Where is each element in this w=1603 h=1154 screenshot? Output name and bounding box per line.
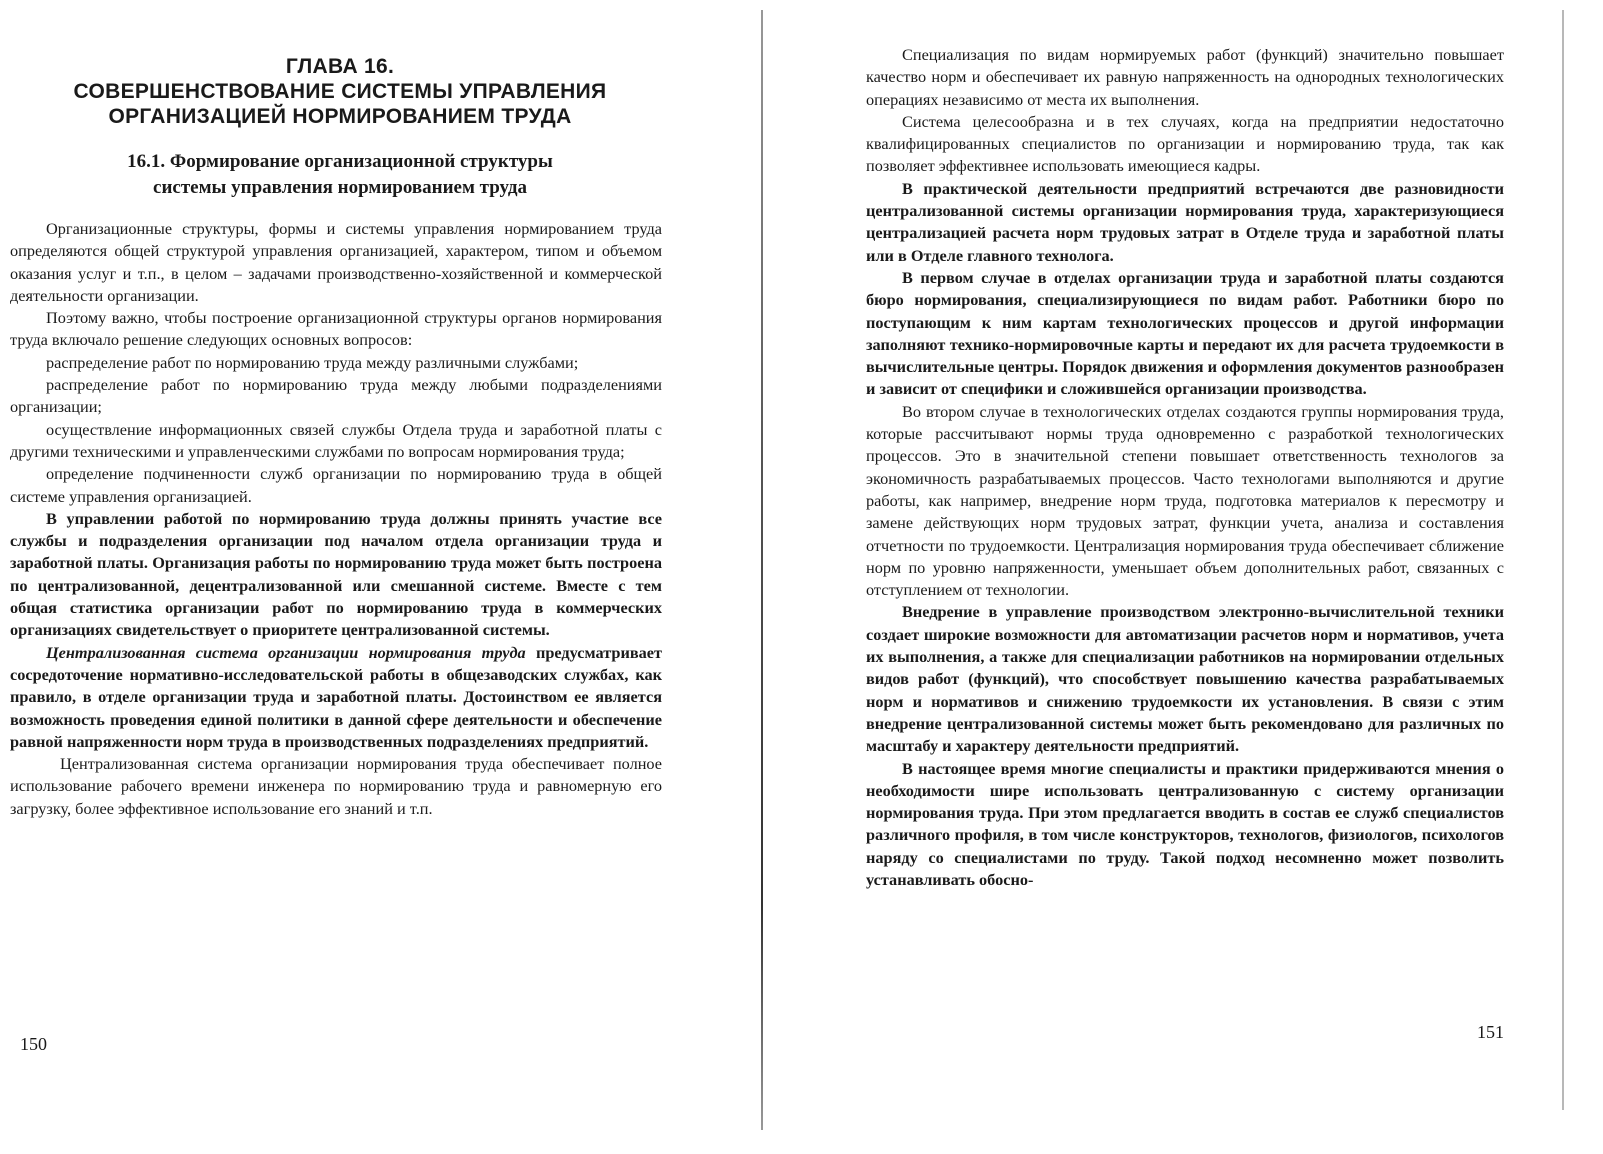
page-number: 150 <box>20 1034 47 1054</box>
paragraph: В практической деятельности предприятий встречаются две разновидности централизованной системы организации нормирования труда, характеризующиеся централизацией расчета норм трудовых затрат в Отделе труда и заработной платы или в Отделе главного технолога. <box>866 178 1504 265</box>
right-page <box>780 0 1603 1154</box>
paragraph: Централизованная система организации нормирования труда обеспечивает полное использование рабочего времени инженера по нормированию труда и равномерную его загрузку, более эффективное использование его знаний и т.п. <box>10 754 662 818</box>
left-body-text <box>10 218 662 820</box>
paragraph: Внедрение в управление производством электронно-вычислительной техники создает широкие возможности для автоматизации расчетов норм и нормативов, учета их выполнения, а также для специализации работников на нормировании отдельных видов работ (функций), что способствует повышению качества разрабатываемых норм и нормативов и снижению трудоемкости их установления. В связи с этим внедрение централизованной системы может быть рекомендовано для различных по масштабу и характеру деятельности предприятий. <box>866 602 1504 756</box>
chapter-title <box>20 54 660 129</box>
list-item: определение подчиненности служб организации по нормированию труда в общей системе управления организацией. <box>10 464 662 506</box>
paragraph-centralized-system <box>10 642 662 753</box>
list-item: распределение работ по нормированию труда между любыми подразделениями организации; <box>10 375 662 417</box>
left-page <box>0 0 770 1154</box>
page-number: 151 <box>1477 1022 1504 1042</box>
paragraph: В управлении работой по нормированию труда должны принять участие все службы и подразделения организации под началом отдела организации труда и заработной платы. Организация работы по нормированию труда может быть построена по централизованной, децентрализованной или смешанной системе. Вместе с тем общая статистика организации работ по нормированию труда в коммерческих организациях свидетельствует о приоритете централизованной системы. <box>10 508 662 640</box>
section-title <box>20 149 660 201</box>
italic-term: Централизованная система организации нормирования труда <box>46 642 526 662</box>
section-title-line-1: 16.1. Формирование организационной структуры <box>127 151 553 172</box>
paragraph: Поэтому важно, чтобы построение организационной структуры органов нормирования труда включало решение следующих основных вопросов: <box>10 308 662 350</box>
book-fold <box>761 10 763 1130</box>
chapter-title-line-1: СОВЕРШЕНСТВОВАНИЕ СИСТЕМЫ УПРАВЛЕНИЯ <box>73 80 607 103</box>
paragraph: Специализация по видам нормируемых работ (функций) значительно повышает качество норм и обеспечивает их равную напряженность на однородных технологических операциях независимо от места их выполнения. <box>866 45 1504 109</box>
paragraph: В первом случае в отделах организации труда и заработной платы создаются бюро нормирования, специализирующиеся по видам работ. Работники бюро по поступающим к ним картам технологических процессов и другой информации заполняют технико-нормировочные карты и передают их для расчета трудоемкости в вычислительные центры. Порядок движения и оформления документов разнообразен и зависит от специфики и сложившейся организации производства. <box>866 267 1504 399</box>
list-item: распределение работ по нормированию труда между различными службами; <box>46 352 579 372</box>
list-item: осуществление информационных связей службы Отдела труда и заработной платы с другими техническими и управленческими службами по вопросам нормирования труда; <box>10 419 662 461</box>
right-body-text <box>866 44 1504 891</box>
paragraph: Система целесообразна и в тех случаях, когда на предприятии недостаточно квалифицированных специалистов по организации и нормированию труда, так как позволяет эффективнее использовать имеющиеся кадры. <box>866 111 1504 176</box>
paragraph: В настоящее время многие специалисты и практики придерживаются мнения о необходимости шире использовать централизованную с систему организации нормирования труда. При этом предлагается вводить в состав ее служб специалистов различного профиля, в том числе конструкторов, технологов, физиологов, психологов наряду со специалистами по труду. Такой подход несомненно может позволить устанавливать обосно- <box>866 758 1504 889</box>
paragraph: Во втором случае в технологических отделах создаются группы нормирования труда, которые рассчитывают нормы труда одновременно с разработкой технологических процессов. Это в значительной степени повышает ответственность технологов за экономичность разрабатываемых процессов. Часто технологами выполняются и другие работы, как например, внедрение норм труда, подготовка материалов к пересмотру и замене действующих норм трудовых затрат, функции учета, анализа и составления отчетности по трудоемкости. Централизация нормирования труда обеспечивает сближение норм по уровню напряженности, уменьшает объем дополнительных работ, связанных с отступлением от технологии. <box>866 401 1504 600</box>
paragraph: Организационные структуры, формы и системы управления нормированием труда определяются общей структурой управления организацией, характером, типом и объемом оказания услуг и т.п., в целом – задачами производственно-хозяйственной и коммерческой деятельности организации. <box>10 219 662 305</box>
section-title-line-2: системы управления нормированием труда <box>153 177 527 198</box>
chapter-number: ГЛАВА 16. <box>285 55 395 78</box>
paragraph-rest: предусматривает сосредоточение нормативно-исследовательской работы в общезаводских службах, как правило, в отделе организации труда и заработной платы. Достоинством ее является возможность проведения единой политики в данной сфере деятельности и обеспечение равной напряженности норм труда в производственных подразделениях предприятий. <box>10 642 663 751</box>
chapter-title-line-2: ОРГАНИЗАЦИЕЙ НОРМИРОВАНИЕМ ТРУДА <box>108 105 572 128</box>
page-edge <box>1562 10 1564 1110</box>
